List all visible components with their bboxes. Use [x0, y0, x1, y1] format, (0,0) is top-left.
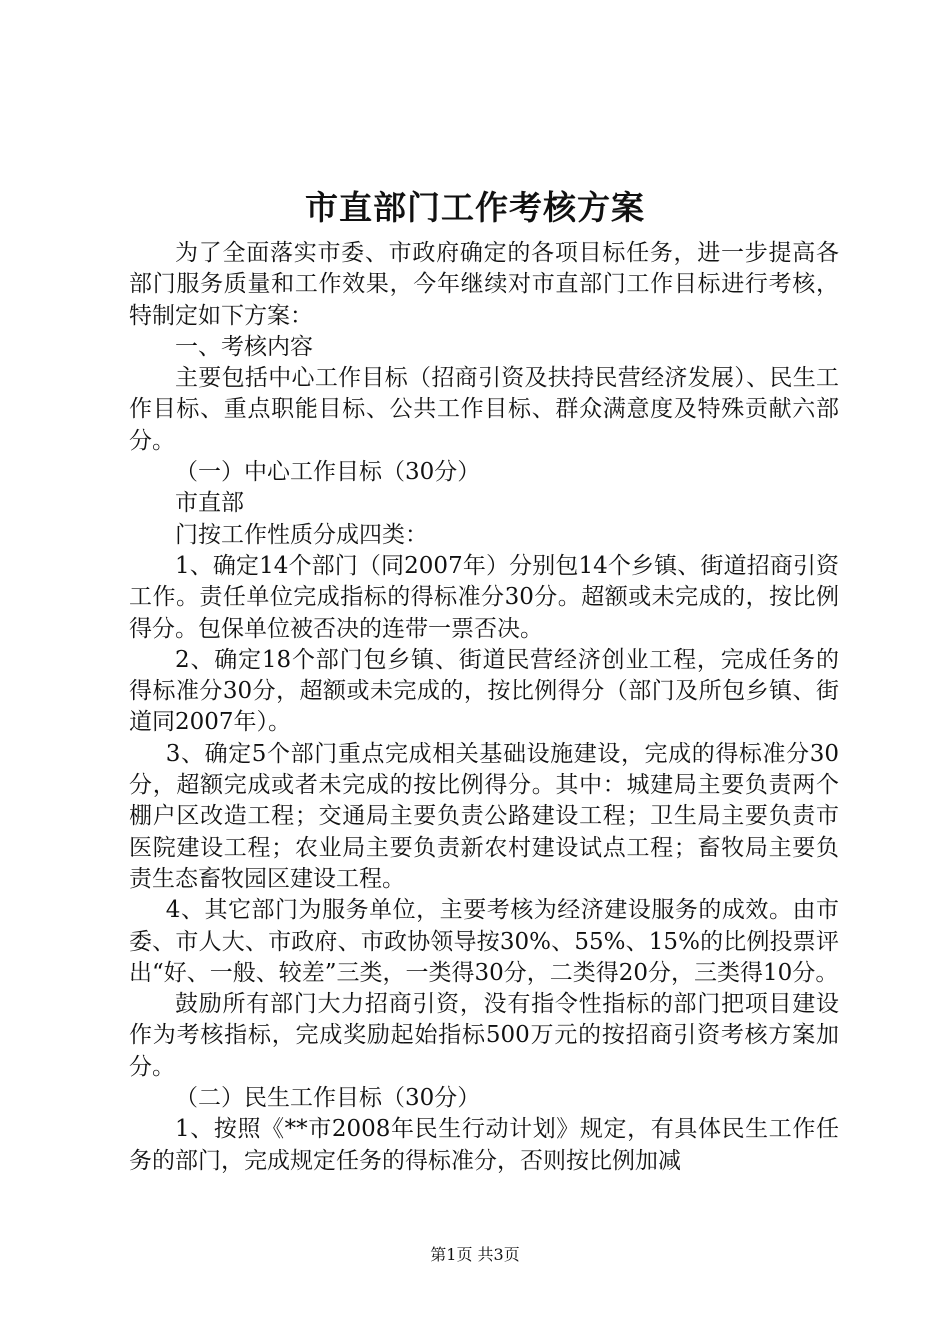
livelihood-item-1: 1、按照《**市2008年民生行动计划》规定，有具体民生工作任务的部门，完成规定任务的得标准分，否则按比例加减 — [129, 1116, 839, 1174]
subsection-heading-livelihood-goals: （二）民生工作目标（30分） — [175, 1085, 481, 1112]
list-item-1: 1、确定14个部门（同2007年）分别包14个乡镇、街道招商引资工作。责任单位完成指标的得标准分30分。超额或未完成的，按比例得分。包保单位被否决的连带一票否决。 — [129, 552, 839, 642]
paragraph-four-categories: 门按工作性质分成四类： — [175, 521, 428, 548]
encouragement-paragraph: 鼓励所有部门大力招商引资，没有指令性指标的部门把项目建设作为考核指标，完成奖励起始指标500万元的按招商引资考核方案加分。 — [129, 991, 839, 1080]
intro-paragraph: 为了全面落实市委、市政府确定的各项目标任务，进一步提高各部门服务质量和工作效果，今年继续对市直部门工作目标进行考核，特制定如下方案： — [129, 240, 839, 329]
list-item-2: 2、确定18个部门包乡镇、街道民营经济创业工程，完成任务的得标准分30分，超额或未完成的，按比例得分（部门及所包乡镇、街道同2007年）。 — [129, 646, 839, 736]
page-footer: 第1页 共3页 — [430, 1245, 520, 1264]
document-body — [129, 238, 839, 1177]
section-heading-assessment-content: 一、考核内容 — [175, 333, 313, 360]
subsection-heading-central-goals: （一）中心工作目标（30分） — [175, 459, 481, 486]
list-item-3: 3、确定5个部门重点完成相关基础设施建设，完成的得标准分30分，超额完成或者未完成的按比例得分。其中：城建局主要负责两个棚户区改造工程；交通局主要负责公路建设工程；卫生局主要负责市医院建设工程；农业局主要负责新农村建设试点工程；畜牧局主要负责生态畜牧园区建设工程。 — [129, 740, 839, 892]
document-title: 市直部门工作考核方案 — [305, 188, 645, 227]
list-item-4: 4、其它部门为服务单位，主要考核为经济建设服务的成效。由市委、市人大、市政府、市政协领导按30%、55%、15%的比例投票评出“好、一般、较差”三类，一类得30分，二类得20分，三类得10分。 — [129, 897, 839, 986]
paragraph-fragment: 市直部 — [175, 490, 244, 517]
content-summary-paragraph: 主要包括中心工作目标（招商引资及扶持民营经济发展）、民生工作目标、重点职能目标、公共工作目标、群众满意度及特殊贡献六部分。 — [129, 365, 839, 454]
